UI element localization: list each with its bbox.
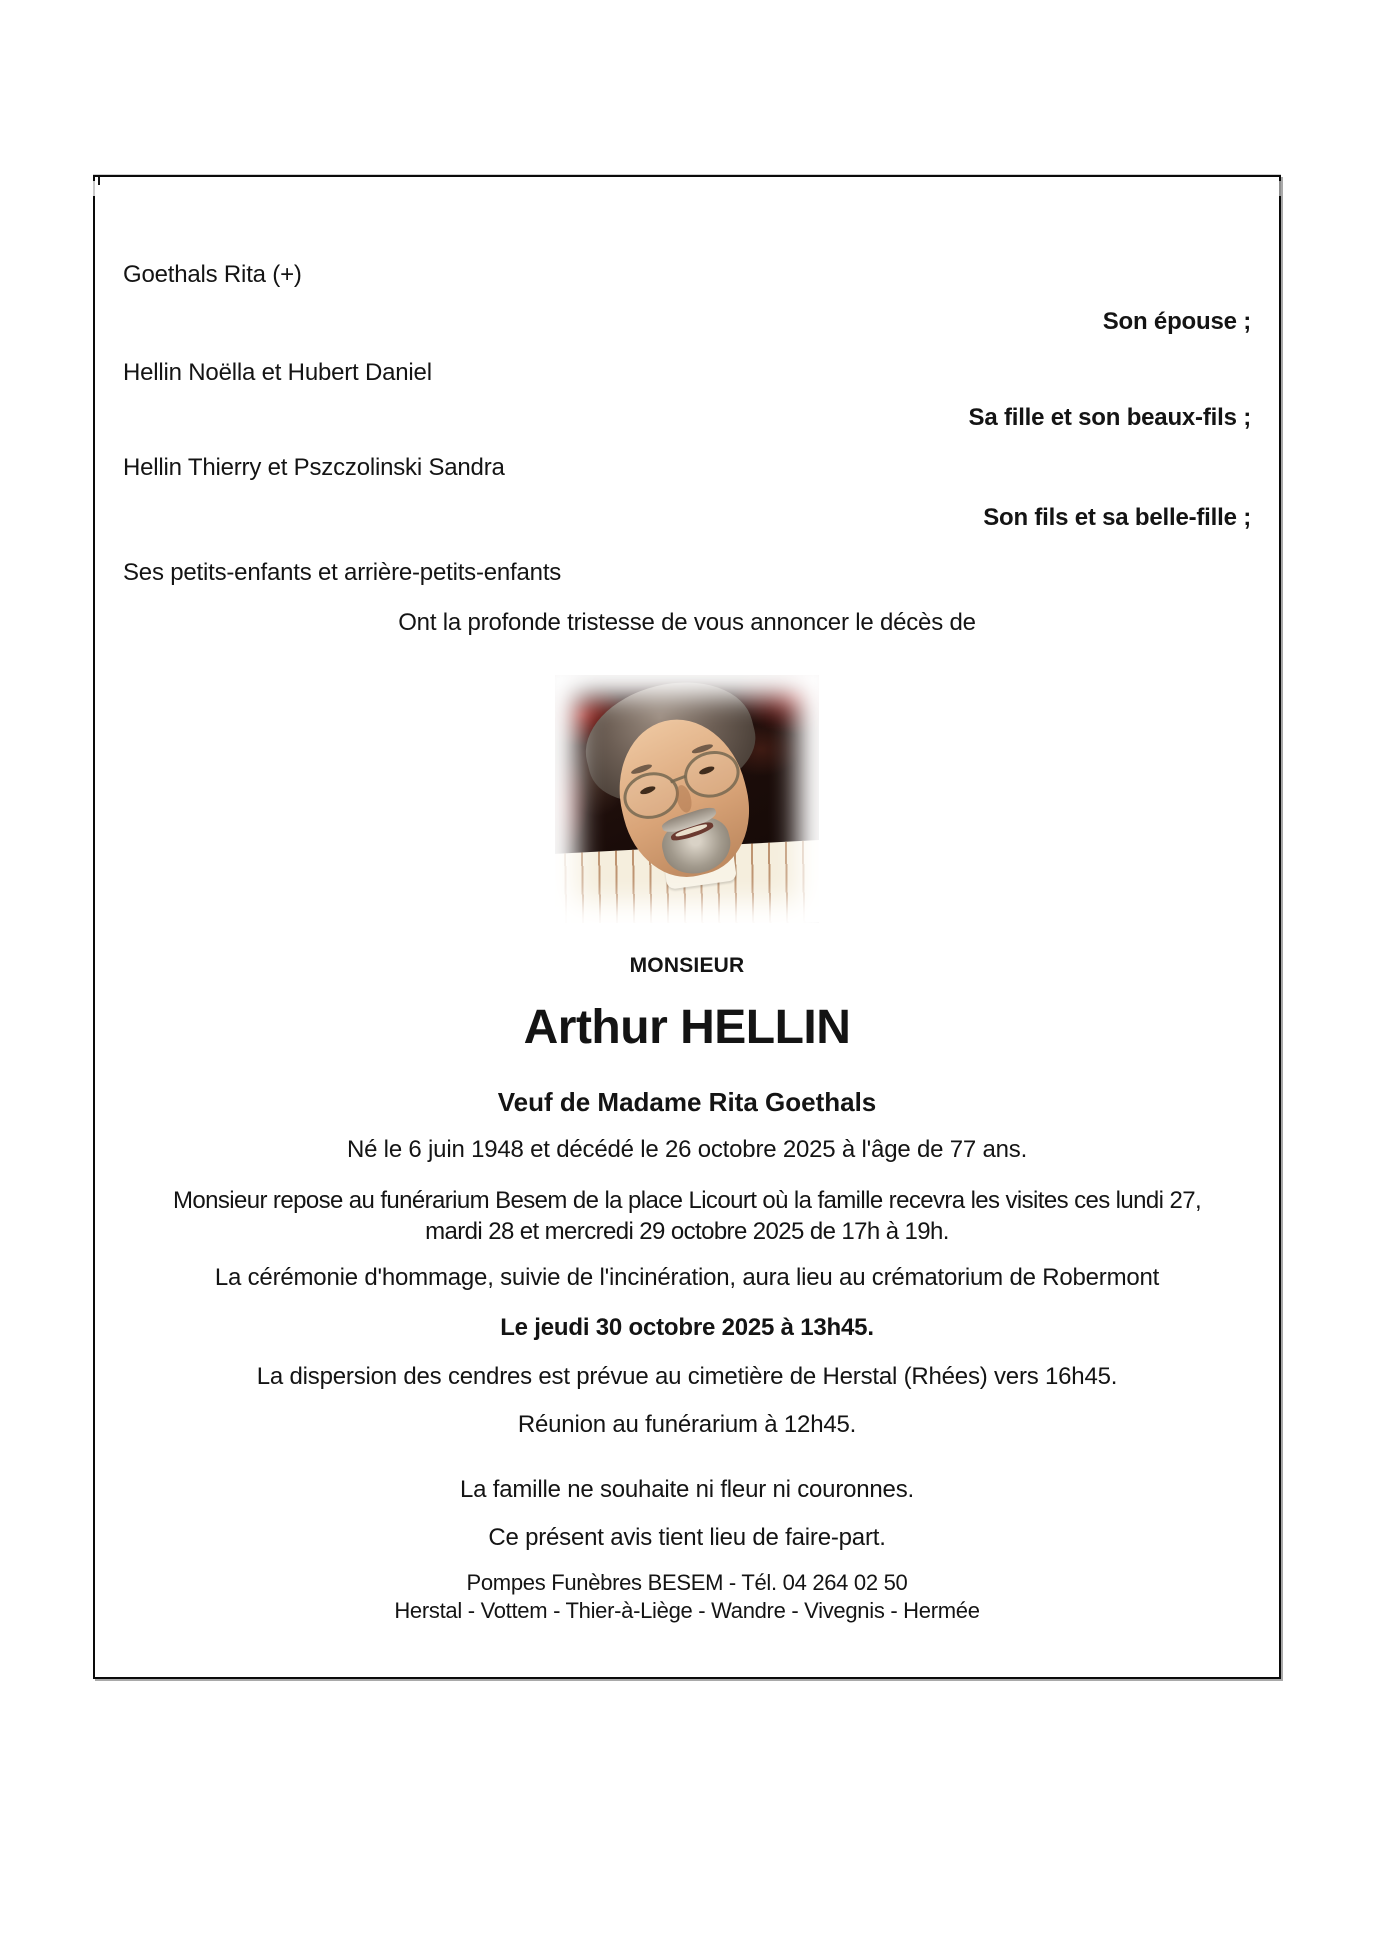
photo-faded-edges [555,675,819,923]
avis-line: Ce présent avis tient lieu de faire-part. [488,1524,886,1551]
family-relation-3: Son fils et sa belle-fille ; [983,504,1251,531]
civility-title: MONSIEUR [629,954,745,977]
descendants-line: Ses petits-enfants et arrière-petits-enfants [123,559,562,586]
notice-frame [93,175,1281,1679]
deceased-portrait-photo [555,675,819,923]
announcement-line: Ont la profonde tristesse de vous annoncer le décès de [398,609,976,636]
localities-line: Herstal - Vottem - Thier-à-Liège - Wandre - Vivegnis - Hermée [394,1598,980,1623]
gathering-line: Réunion au funérarium à 12h45. [517,1411,857,1438]
scan-artifact-right [1279,181,1281,196]
deceased-name: Arthur HELLIN [523,1001,851,1054]
repose-paragraph [123,1185,1251,1247]
funeral-home-line: Pompes Funèbres BESEM - Tél. 04 264 02 50 [466,1570,908,1595]
family-name-3: Hellin Thierry et Pszczolinski Sandra [123,454,505,481]
scan-artifact-tick [98,177,100,185]
funeral-home-info [123,1569,1251,1625]
widower-line: Veuf de Madame Rita Goethals [497,1087,877,1117]
family-name-1: Goethals Rita (+) [123,261,302,288]
ashes-line: La dispersion des cendres est prévue au cimetière de Herstal (Rhées) vers 16h45. [256,1363,1118,1390]
ceremony-date-line: Le jeudi 30 octobre 2025 à 13h45. [500,1314,874,1341]
flowers-line: La famille ne souhaite ni fleur ni couronnes. [460,1476,914,1503]
scan-artifact-left [93,181,95,196]
family-name-2: Hellin Noëlla et Hubert Daniel [123,359,432,386]
ceremony-line: La cérémonie d'hommage, suivie de l'incinération, aura lieu au crématorium de Robermont [214,1264,1160,1291]
birth-death-line: Né le 6 juin 1948 et décédé le 26 octobre 2025 à l'âge de 77 ans. [346,1136,1028,1163]
family-relation-2: Sa fille et son beaux-fils ; [968,404,1251,431]
repose-line-1: Monsieur repose au funérarium Besem de la place Licourt où la famille recevra les visites ces lundi 27, [172,1187,1202,1214]
repose-line-2: mardi 28 et mercredi 29 octobre 2025 de 17h à 19h. [425,1218,949,1245]
family-relation-1: Son épouse ; [1102,308,1251,335]
